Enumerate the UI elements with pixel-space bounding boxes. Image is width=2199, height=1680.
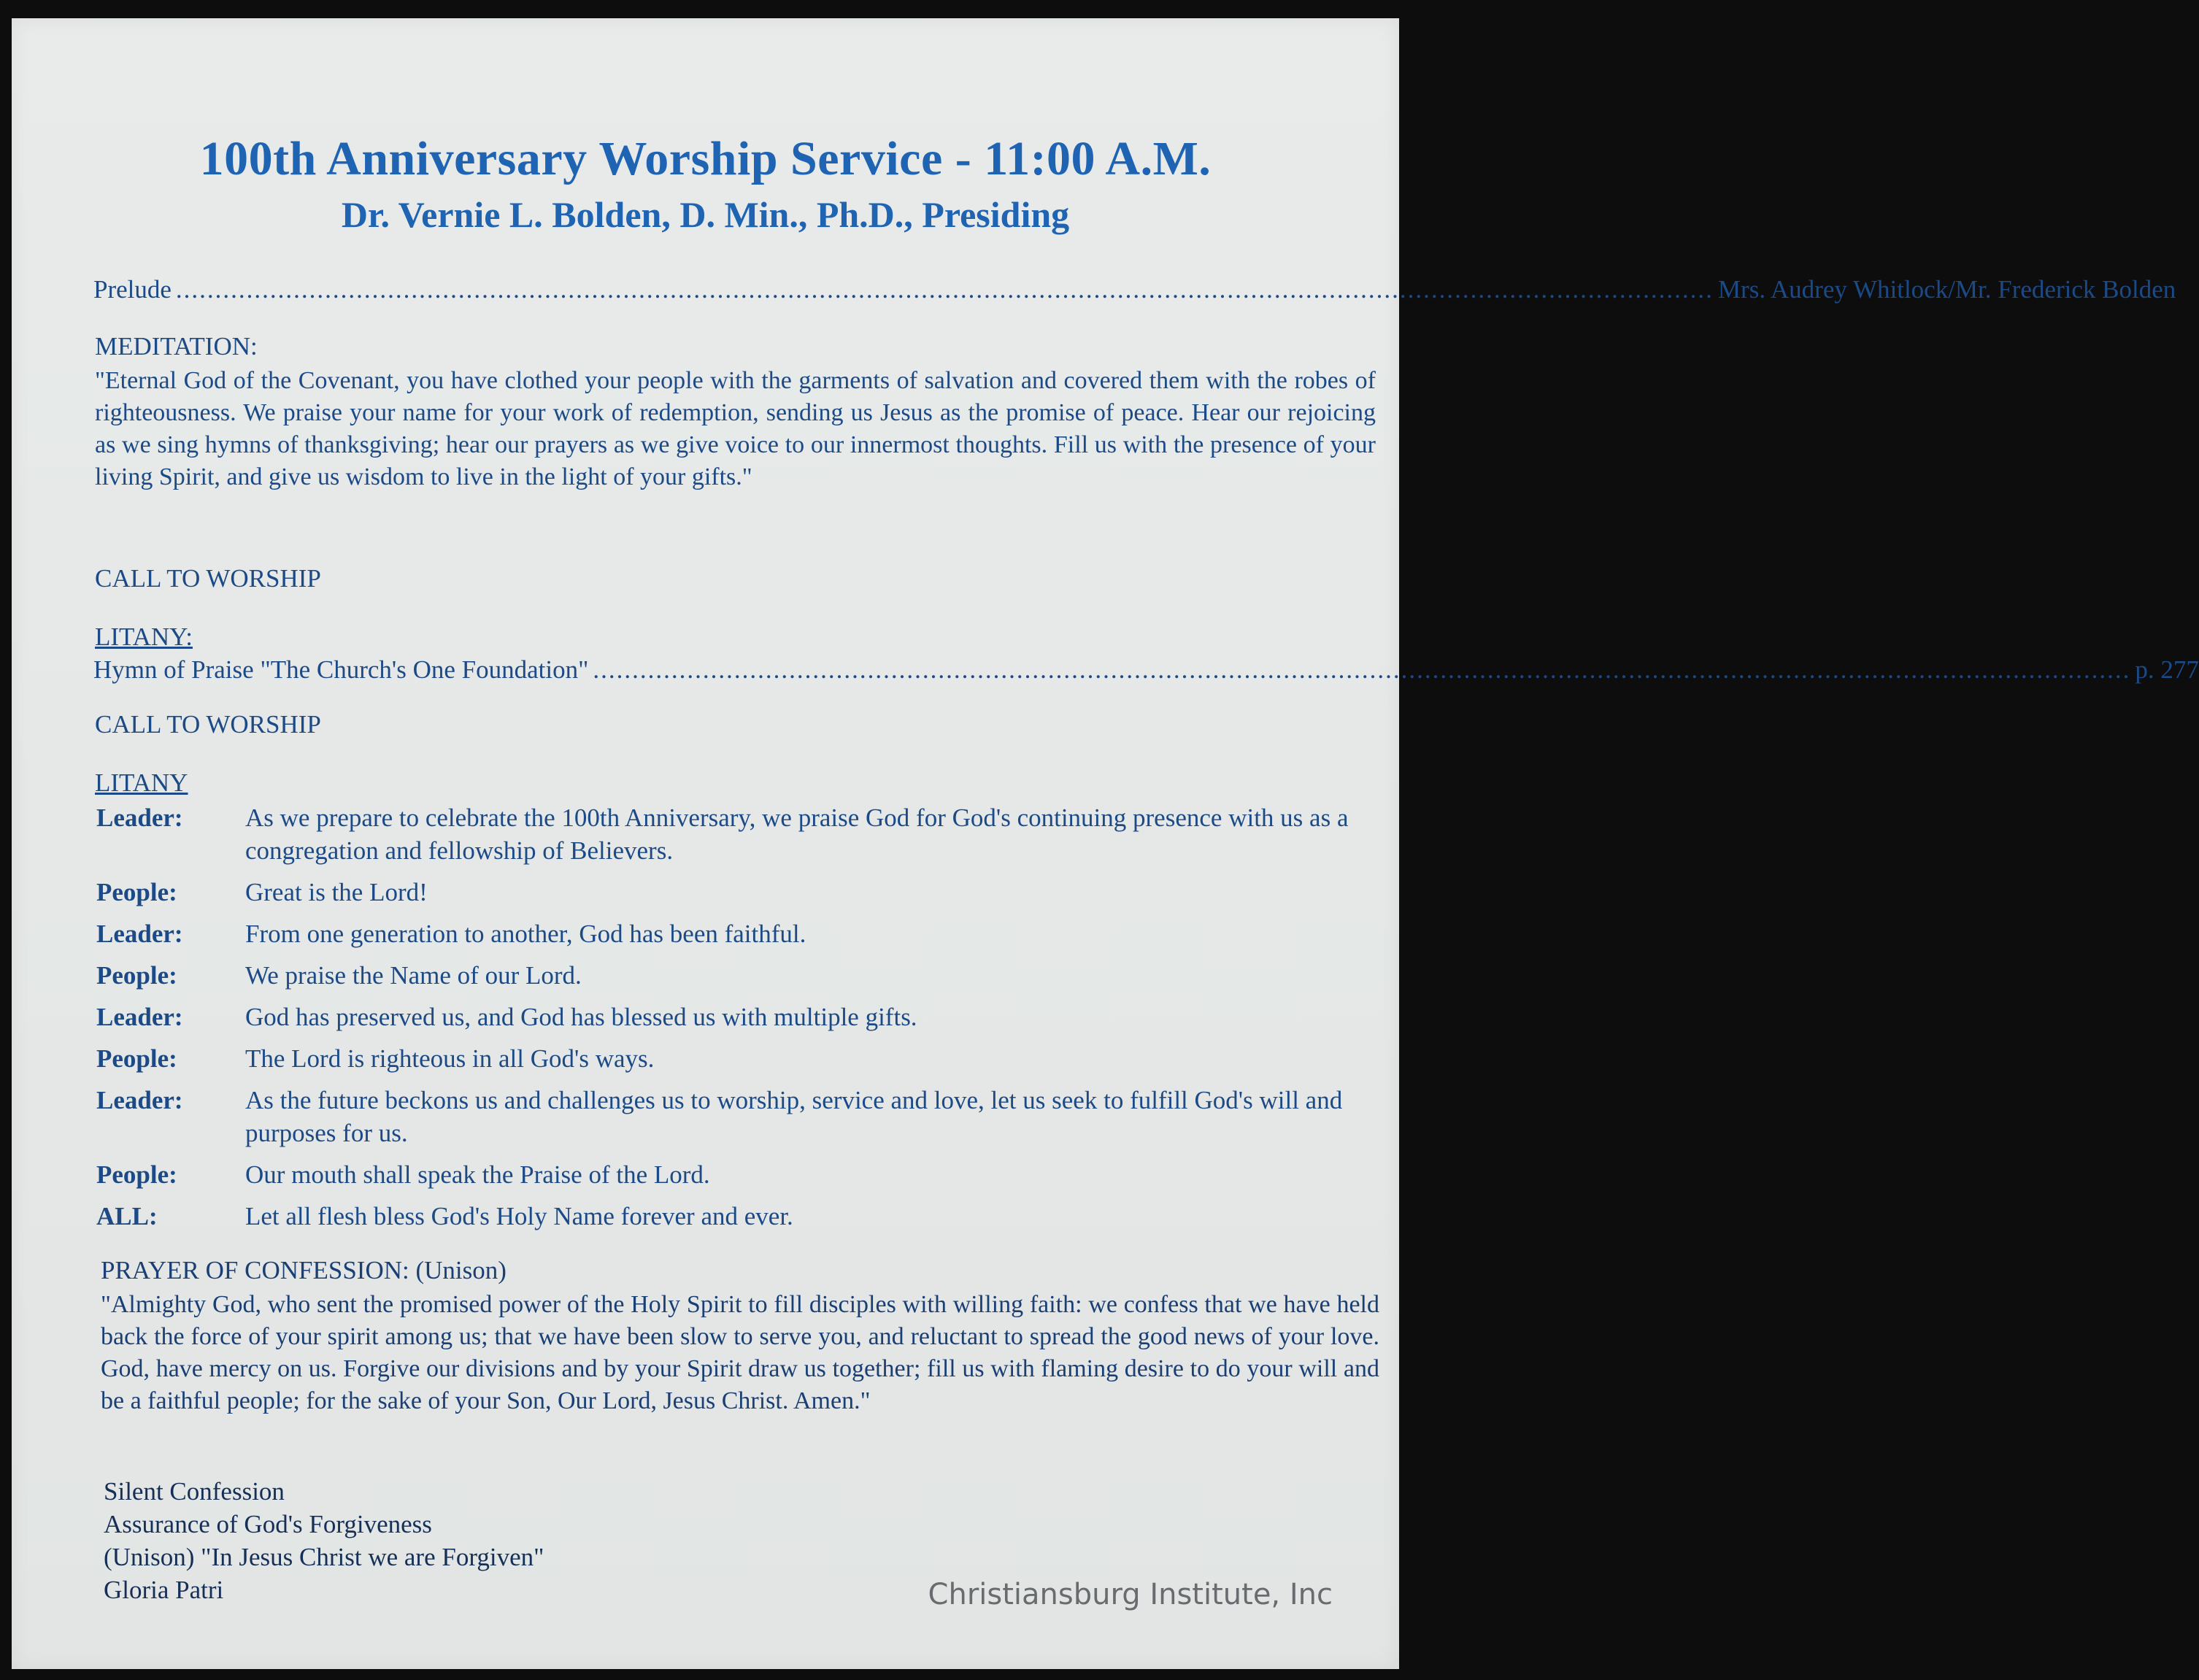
prelude-performers: Mrs. Audrey Whitlock/Mr. Frederick Bolden	[1717, 275, 2176, 304]
litany-row	[96, 1001, 1352, 1033]
confession-text: "Almighty God, who sent the promised power of the Holy Spirit to fill disciples with willing faith: we confess that we have held back the force of your spirit among us; that we have been slow to serve you, and reluctant to spread the good news of your love. God, have mercy on us. Forgive our divisions and by your Spirit draw us together; fill us with flaming desire to do your will and be a faithful people; for the sake of your Son, Our Lord, Jesus Christ. Amen."	[101, 1291, 1379, 1414]
response-text: Let all flesh bless God's Holy Name forever and ever.	[245, 1202, 793, 1230]
litany-heading-2: LITANY	[95, 768, 188, 797]
response-text: Our mouth shall speak the Praise of the Lord.	[245, 1160, 710, 1189]
program-page	[12, 18, 2199, 1669]
speaker-label: Leader:	[96, 1086, 183, 1114]
litany-row	[96, 876, 1352, 909]
response-text: We praise the Name of our Lord.	[245, 961, 582, 990]
service-title: 100th Anniversary Worship Service - 11:00 A.M.	[199, 132, 1212, 185]
litany-heading-1: LITANY:	[95, 623, 193, 651]
meditation-heading: MEDITATION:	[95, 332, 258, 361]
litany-row	[96, 1042, 1352, 1075]
confession-heading: PRAYER OF CONFESSION: (Unison)	[101, 1256, 507, 1284]
closing-item: Silent Confession	[104, 1477, 285, 1506]
meditation-text: "Eternal God of the Covenant, you have clothed your people with the garments of salvation and covered them with the robes of righteousness. We praise your name for your work of redemption, sending us Jesus as the promise of peace. Hear our rejoicing as we sing hymns of thanksgiving; hear our prayers as we give voice to our innermost thoughts. Fill us with the presence of your living Spirit, and give us wisdom to live in the light of your gifts."	[95, 367, 1376, 490]
litany-row	[96, 959, 1352, 992]
watermark-text: Christiansburg Institute, Inc	[928, 1578, 1333, 1611]
prelude-dot-leader: ....................................................................................................................................................................................................	[175, 275, 1714, 304]
hymn-title: Hymn of Praise "The Church's One Foundation"	[93, 655, 589, 684]
hymn-page: p. 277	[2135, 655, 2199, 684]
response-text: The Lord is righteous in all God's ways.	[245, 1044, 655, 1073]
litany-row	[96, 1200, 1352, 1233]
speaker-label: Leader:	[96, 1003, 183, 1031]
presiding-subtitle: Dr. Vernie L. Bolden, D. Min., Ph.D., Presiding	[341, 194, 1070, 235]
speaker-label: People:	[96, 1160, 177, 1189]
litany-row	[96, 1084, 1352, 1149]
speaker-label: Leader:	[96, 920, 183, 948]
hymn-row	[93, 655, 2199, 685]
closing-item: (Unison) "In Jesus Christ we are Forgiven"	[104, 1543, 544, 1571]
litany-row	[96, 801, 1352, 867]
litany-responses	[96, 801, 1352, 1233]
call-to-worship-heading-2: CALL TO WORSHIP	[95, 710, 321, 739]
response-text: Great is the Lord!	[245, 878, 428, 906]
speaker-label: People:	[96, 1044, 177, 1073]
closing-item: Assurance of God's Forgiveness	[104, 1510, 432, 1538]
prelude-row	[93, 275, 2176, 304]
speaker-label: People:	[96, 961, 177, 990]
speaker-label: People:	[96, 878, 177, 906]
hymn-dot-leader: ....................................................................................................................................................................................................	[593, 655, 2131, 684]
response-text: God has preserved us, and God has blessed us with multiple gifts.	[245, 1003, 917, 1031]
speaker-label: ALL:	[96, 1202, 158, 1230]
closing-item: Gloria Patri	[104, 1576, 224, 1604]
prelude-label: Prelude	[93, 275, 172, 304]
speaker-label: Leader:	[96, 804, 183, 832]
call-to-worship-heading-1: CALL TO WORSHIP	[95, 564, 321, 593]
litany-row	[96, 917, 1352, 950]
response-text: As we prepare to celebrate the 100th Anniversary, we praise God for God's continuing presence with us as a congregation and fellowship of Believers.	[245, 804, 1349, 865]
litany-row	[96, 1158, 1352, 1191]
response-text: As the future beckons us and challenges us to worship, service and love, let us seek to fulfill God's will and purposes for us.	[245, 1086, 1343, 1147]
response-text: From one generation to another, God has been faithful.	[245, 920, 806, 948]
